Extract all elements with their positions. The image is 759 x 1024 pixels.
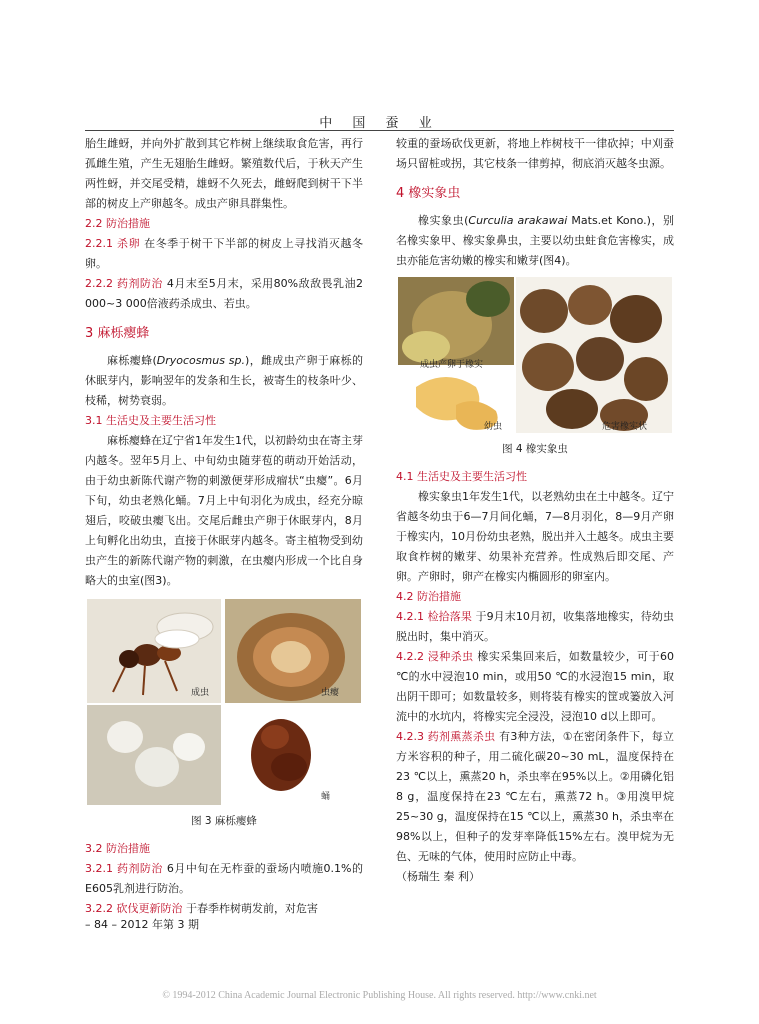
paragraph: 较重的蚕场砍伐更新，将地上柞树枝干一律砍掉；中刈蚕场只留桩或拐，其它枝条一律剪掉，彻底消灭越冬虫源。 bbox=[396, 137, 674, 170]
subsection-heading: 4.2.3 药剂熏蒸杀虫 bbox=[396, 730, 496, 743]
paragraph: 胎生雌蚜，并向外扩散到其它柞树上继续取食危害，再行孤雌生殖，产生无翅胎生雌蚜。繁殖数代后，于秋天产生两性蚜，并交尾受精，雄蚜不久死去，雌蚜爬到树干下半部的树皮上产卵越冬。成虫产卵具群集性。 bbox=[85, 137, 363, 210]
subsection-heading: 2.2.1 杀卵 bbox=[85, 237, 141, 250]
figure-label: 成虫 bbox=[191, 688, 210, 698]
header-rule bbox=[85, 130, 674, 131]
figure-label: 幼虫 bbox=[484, 422, 503, 432]
paragraph bbox=[85, 274, 363, 314]
paragraph bbox=[396, 727, 674, 867]
paragraph bbox=[85, 234, 363, 274]
figure-3 bbox=[85, 597, 363, 807]
subsection-heading: 2.2.2 药剂防治 bbox=[85, 277, 163, 290]
paragraph bbox=[85, 859, 363, 899]
paragraph-text: 4月末至5月末，采用80%敌敌畏乳油2 000~3 000倍液药杀成虫、若虫。 bbox=[85, 277, 363, 310]
right-column bbox=[396, 134, 674, 887]
section-title: 4 橡实象虫 bbox=[396, 186, 461, 201]
text: 橡实象虫( bbox=[418, 214, 469, 227]
latin-name: Curculia arakawai bbox=[468, 214, 568, 227]
figure-caption: 图 3 麻栎瘿蜂 bbox=[191, 815, 257, 827]
paragraph-text: 于春季柞树萌发前，对危害 bbox=[182, 902, 318, 915]
subsection-heading: 3.2.2 砍伐更新防治 bbox=[85, 902, 183, 915]
paragraph-text: 在冬季于树干下半部的树皮上寻找消灭越冬卵。 bbox=[85, 237, 363, 270]
section-heading: 4.1 生活史及主要生活习性 bbox=[396, 470, 527, 483]
figure-label: 蛹 bbox=[321, 792, 331, 802]
latin-name: Dryocosmus sp. bbox=[156, 354, 246, 367]
text: )，雌成虫产卵于麻栎的休眠芽内，影响翌年的发条和生长，被寄生的枝条叶少、枝稀，树势衰弱。 bbox=[85, 354, 364, 407]
text: Mats.et Kono.)，别名橡实象甲、橡实象鼻虫，主要以幼虫蛀食危害橡实，成虫亦能危害幼嫩的橡实和嫩芽(图4)。 bbox=[396, 214, 675, 267]
figure-label: 虫瘿 bbox=[321, 688, 340, 698]
subsection-heading: 4.2.1 检拾落果 bbox=[396, 610, 472, 623]
paragraph bbox=[396, 211, 674, 271]
paragraph bbox=[396, 607, 674, 647]
subsection-heading: 3.2.1 药剂防治 bbox=[85, 862, 163, 875]
copyright-line: © 1994-2012 China Academic Journal Electronic Publishing House. All rights reserved. http://www.cnki.net bbox=[162, 990, 597, 1001]
section-title: 3 麻栎瘿蜂 bbox=[85, 326, 150, 341]
paragraph bbox=[85, 351, 363, 411]
running-header: 中 国 蚕 业 bbox=[319, 116, 440, 131]
paragraph-text: 有3种方法，①在密闭条件下，每立方米容积的种子，用二硫化碳20~30 mL，温度保持在23 ℃以上，熏蒸20 h，杀虫率在95%以上。②用磷化铝8 g，温度保持在23 ℃左右，熏蒸72 h。③用溴甲烷25~30 g，温度保持在15 ℃以上，熏蒸30 h，杀虫率在98%以上，但种子的发芽率降低15%左右。溴甲烷为无色、无味的气体，使用时应防止中毒。 bbox=[396, 730, 675, 863]
paragraph bbox=[396, 647, 674, 727]
section-heading: 3.2 防治措施 bbox=[85, 842, 150, 855]
figure-label: 危害橡实状 bbox=[602, 422, 648, 432]
text: 麻栎瘿蜂( bbox=[107, 354, 157, 367]
left-column bbox=[85, 134, 363, 919]
figure-label: 成虫产卵于橡实 bbox=[420, 360, 484, 370]
author-signature: （杨瑞生 秦 利） bbox=[396, 870, 480, 883]
paragraph-text: 橡实采集回来后，如数量较少，可于60 ℃的水中浸泡10 min，或用50 ℃的水浸泡15 min，取出阴干即可；如数量较多，则将装有橡实的筐或篓放入河流中的水坑内，将橡实完全浸没，浸泡10 d以上即可。 bbox=[396, 650, 674, 723]
figure-caption: 图 4 橡实象虫 bbox=[502, 443, 568, 455]
section-heading: 3.1 生活史及主要生活习性 bbox=[85, 414, 216, 427]
paragraph-text: 于9月末10月初，收集落地橡实，待幼虫脱出时，集中消灭。 bbox=[396, 610, 674, 643]
figure-4 bbox=[396, 277, 674, 435]
section-heading: 2.2 防治措施 bbox=[85, 217, 150, 230]
paragraph: 麻栎瘿蜂在辽宁省1年发生1代，以初龄幼虫在寄主芽内越冬。翌年5月上、中旬幼虫随芽苞的萌动开始活动，由于幼虫新陈代谢产物的刺激便芽形成瘤状“虫瘿”。6月下旬，幼虫老熟化蛹。7月上中旬羽化为成虫，经充分晾翅后，咬破虫瘿飞出。交尾后雌虫产卵于休眠芽内，8月上旬孵化出幼虫，直接于休眠芽内越冬。寄主植物受到幼虫产生的新陈代谢产物的刺激，在虫瘿内形成一个比自身略大的虫室(图3)。 bbox=[85, 434, 363, 587]
paragraph-text: 6月中旬在无柞蚕的蚕场内喷施0.1%的E605乳剂进行防治。 bbox=[85, 862, 363, 895]
paragraph: 橡实象虫1年发生1代，以老熟幼虫在土中越冬。辽宁省越冬幼虫于6—7月间化蛹，7—8月羽化，8—9月产卵于橡实内，10月份幼虫老熟，脱出并入土越冬。成虫主要取食柞树的嫩芽、幼果补充营养。性成熟后即交尾、产卵。产卵时，卵产在橡实内椭圆形的卵室内。 bbox=[396, 490, 674, 583]
section-heading: 4.2 防治措施 bbox=[396, 590, 461, 603]
page-footer: – 84 – 2012 年第 3 期 bbox=[85, 918, 199, 931]
subsection-heading: 4.2.2 浸种杀虫 bbox=[396, 650, 474, 663]
